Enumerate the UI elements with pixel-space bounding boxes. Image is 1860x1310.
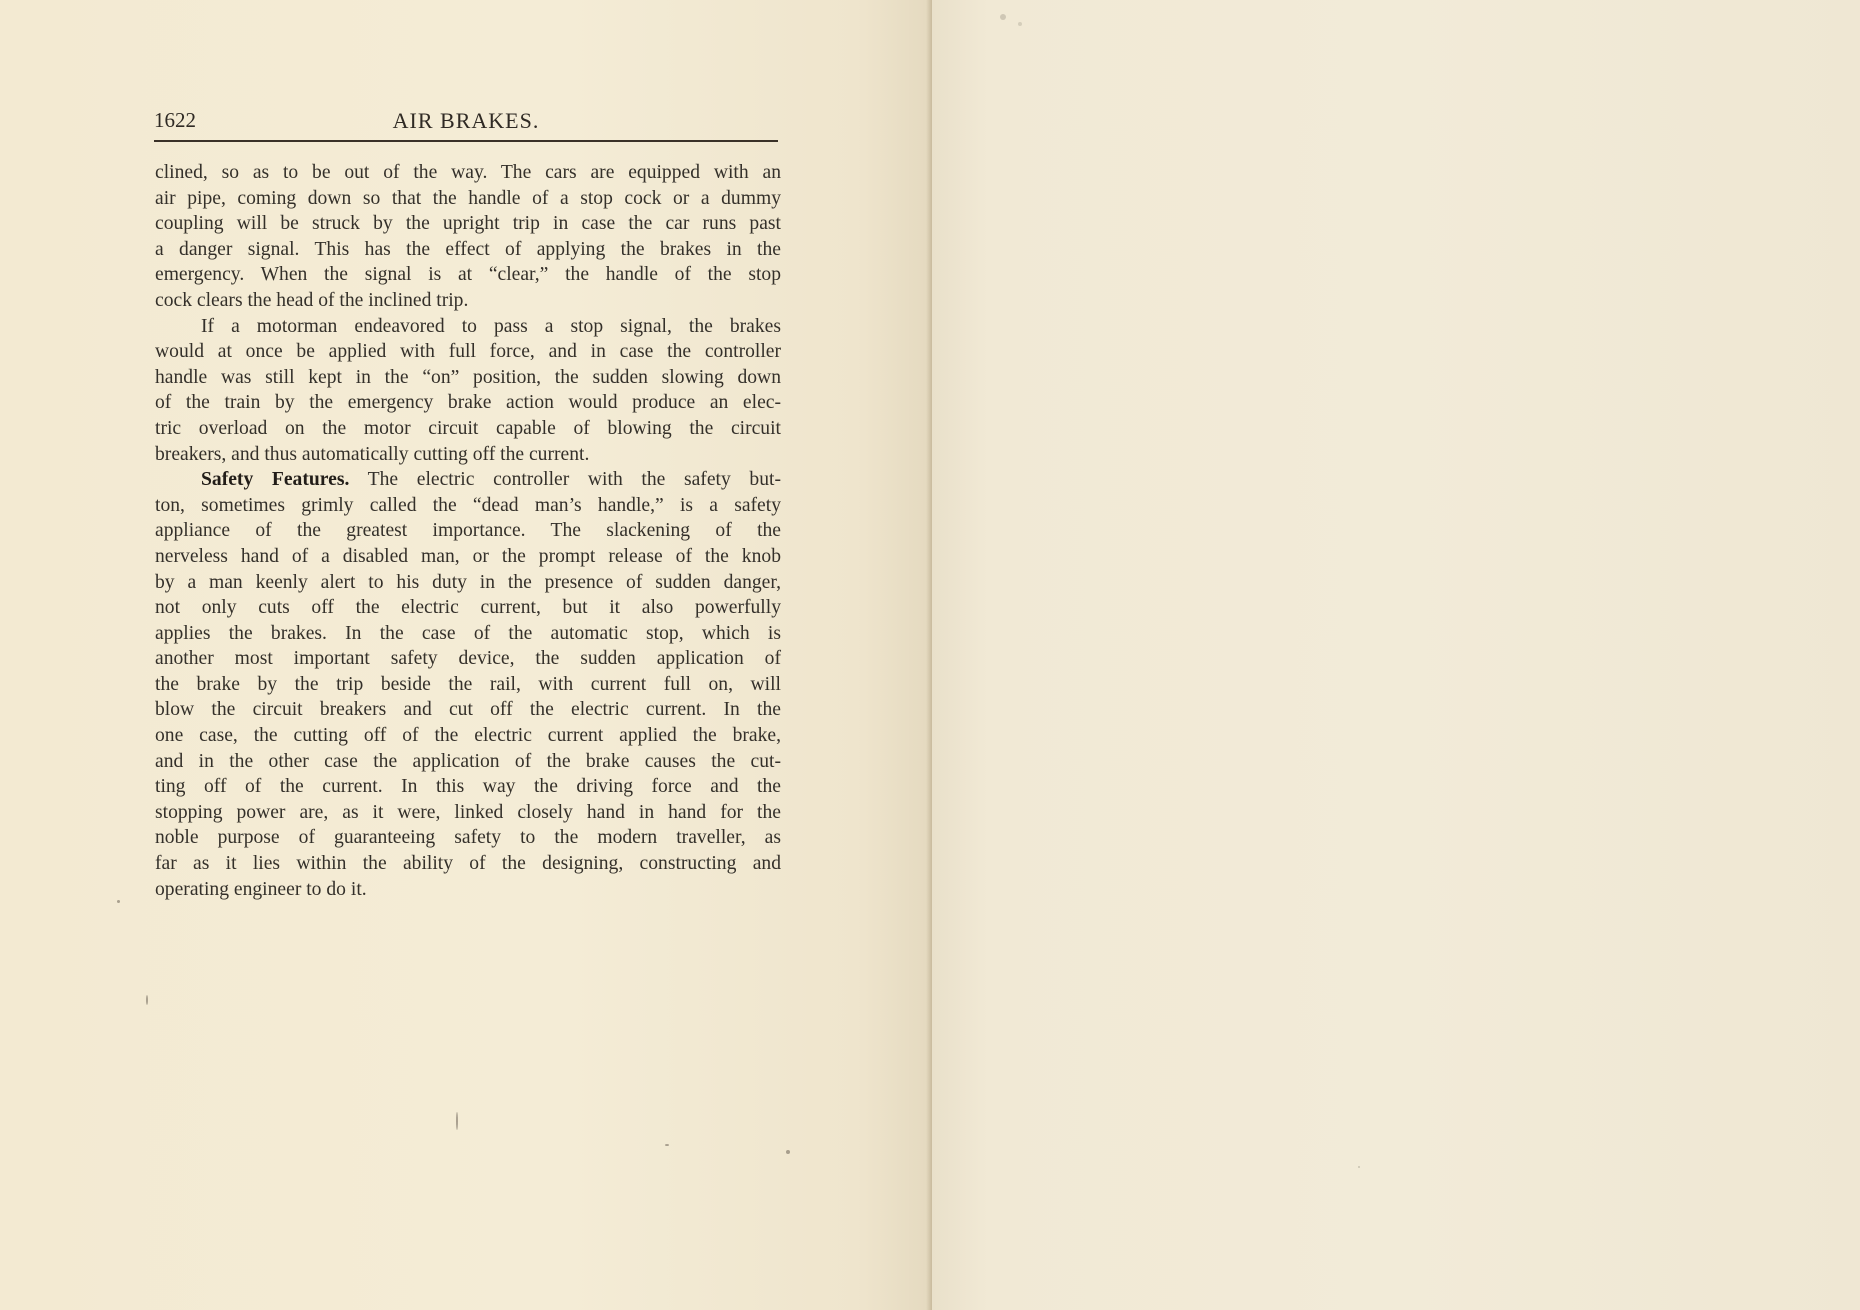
paper-speck xyxy=(1000,14,1006,20)
paragraph xyxy=(155,314,781,468)
heading-line-text: The electric controller with the safety but- xyxy=(367,469,781,491)
text-line: not only cuts off the electric current, but it also powerfully xyxy=(155,597,781,619)
paper-speck xyxy=(456,1112,458,1130)
running-head xyxy=(154,106,778,142)
paper-speck xyxy=(146,995,148,1005)
text-line: and in the other case the application of the brake causes the cut- xyxy=(155,750,781,772)
text-line: blow the circuit breakers and cut off the electric current. In the xyxy=(155,699,781,721)
page-number: 1622 xyxy=(154,108,196,132)
paper-speck xyxy=(665,1144,669,1146)
text-line: If a motorman endeavored to pass a stop signal, the brakes xyxy=(201,315,781,337)
text-line: cock clears the head of the inclined trip. xyxy=(155,289,469,311)
paper-speck xyxy=(786,1150,790,1154)
text-line: stopping power are, as it were, linked closely hand in hand for the xyxy=(155,801,781,823)
paragraph xyxy=(155,160,781,314)
paper-speck xyxy=(117,900,120,903)
text-line: noble purpose of guaranteeing safety to the modern traveller, as xyxy=(155,827,781,849)
text-line: tric overload on the motor circuit capable of blowing the circuit xyxy=(155,417,781,439)
text-line: the brake by the trip beside the rail, with current full on, will xyxy=(155,673,781,695)
text-line: handle was still kept in the “on” position, the sudden slowing down xyxy=(155,366,781,388)
paragraph xyxy=(155,467,781,902)
text-line: operating engineer to do it. xyxy=(155,878,367,900)
section-heading: Safety Features. xyxy=(201,469,350,491)
right-page xyxy=(932,0,1860,1310)
text-line: ton, sometimes grimly called the “dead man’s handle,” is a safety xyxy=(155,494,781,516)
text-line: breakers, and thus automatically cutting off the current. xyxy=(155,443,590,465)
text-line: nerveless hand of a disabled man, or the prompt release of the knob xyxy=(155,545,781,567)
text-line: would at once be applied with full force, and in case the controller xyxy=(155,341,781,363)
text-line: air pipe, coming down so that the handle of a stop cock or a dummy xyxy=(155,187,781,209)
text-line: by a man keenly alert to his duty in the presence of sudden danger, xyxy=(155,571,781,593)
paper-speck xyxy=(1358,1166,1360,1168)
text-line: a danger signal. This has the effect of applying the brakes in the xyxy=(155,238,781,260)
text-line: one case, the cutting off of the electric current applied the brake, xyxy=(155,725,781,747)
text-line: clined, so as to be out of the way. The cars are equipped with an xyxy=(155,162,781,183)
text-line: ting off of the current. In this way the driving force and the xyxy=(155,776,781,798)
body-text xyxy=(155,160,781,902)
running-title: AIR BRAKES. xyxy=(392,108,540,133)
text-line: far as it lies within the ability of the designing, constructing and xyxy=(155,853,781,875)
text-line: applies the brakes. In the case of the automatic stop, which is xyxy=(155,622,781,644)
text-line: another most important safety device, the sudden application of xyxy=(155,648,781,670)
text-line: coupling will be struck by the upright trip in case the car runs past xyxy=(155,213,781,235)
paper-speck xyxy=(1018,22,1022,26)
text-line xyxy=(155,467,781,493)
text-line: emergency. When the signal is at “clear,” the handle of the stop xyxy=(155,264,781,286)
text-line: of the train by the emergency brake action would produce an elec- xyxy=(155,392,781,414)
text-line: appliance of the greatest importance. The slackening of the xyxy=(155,520,781,542)
